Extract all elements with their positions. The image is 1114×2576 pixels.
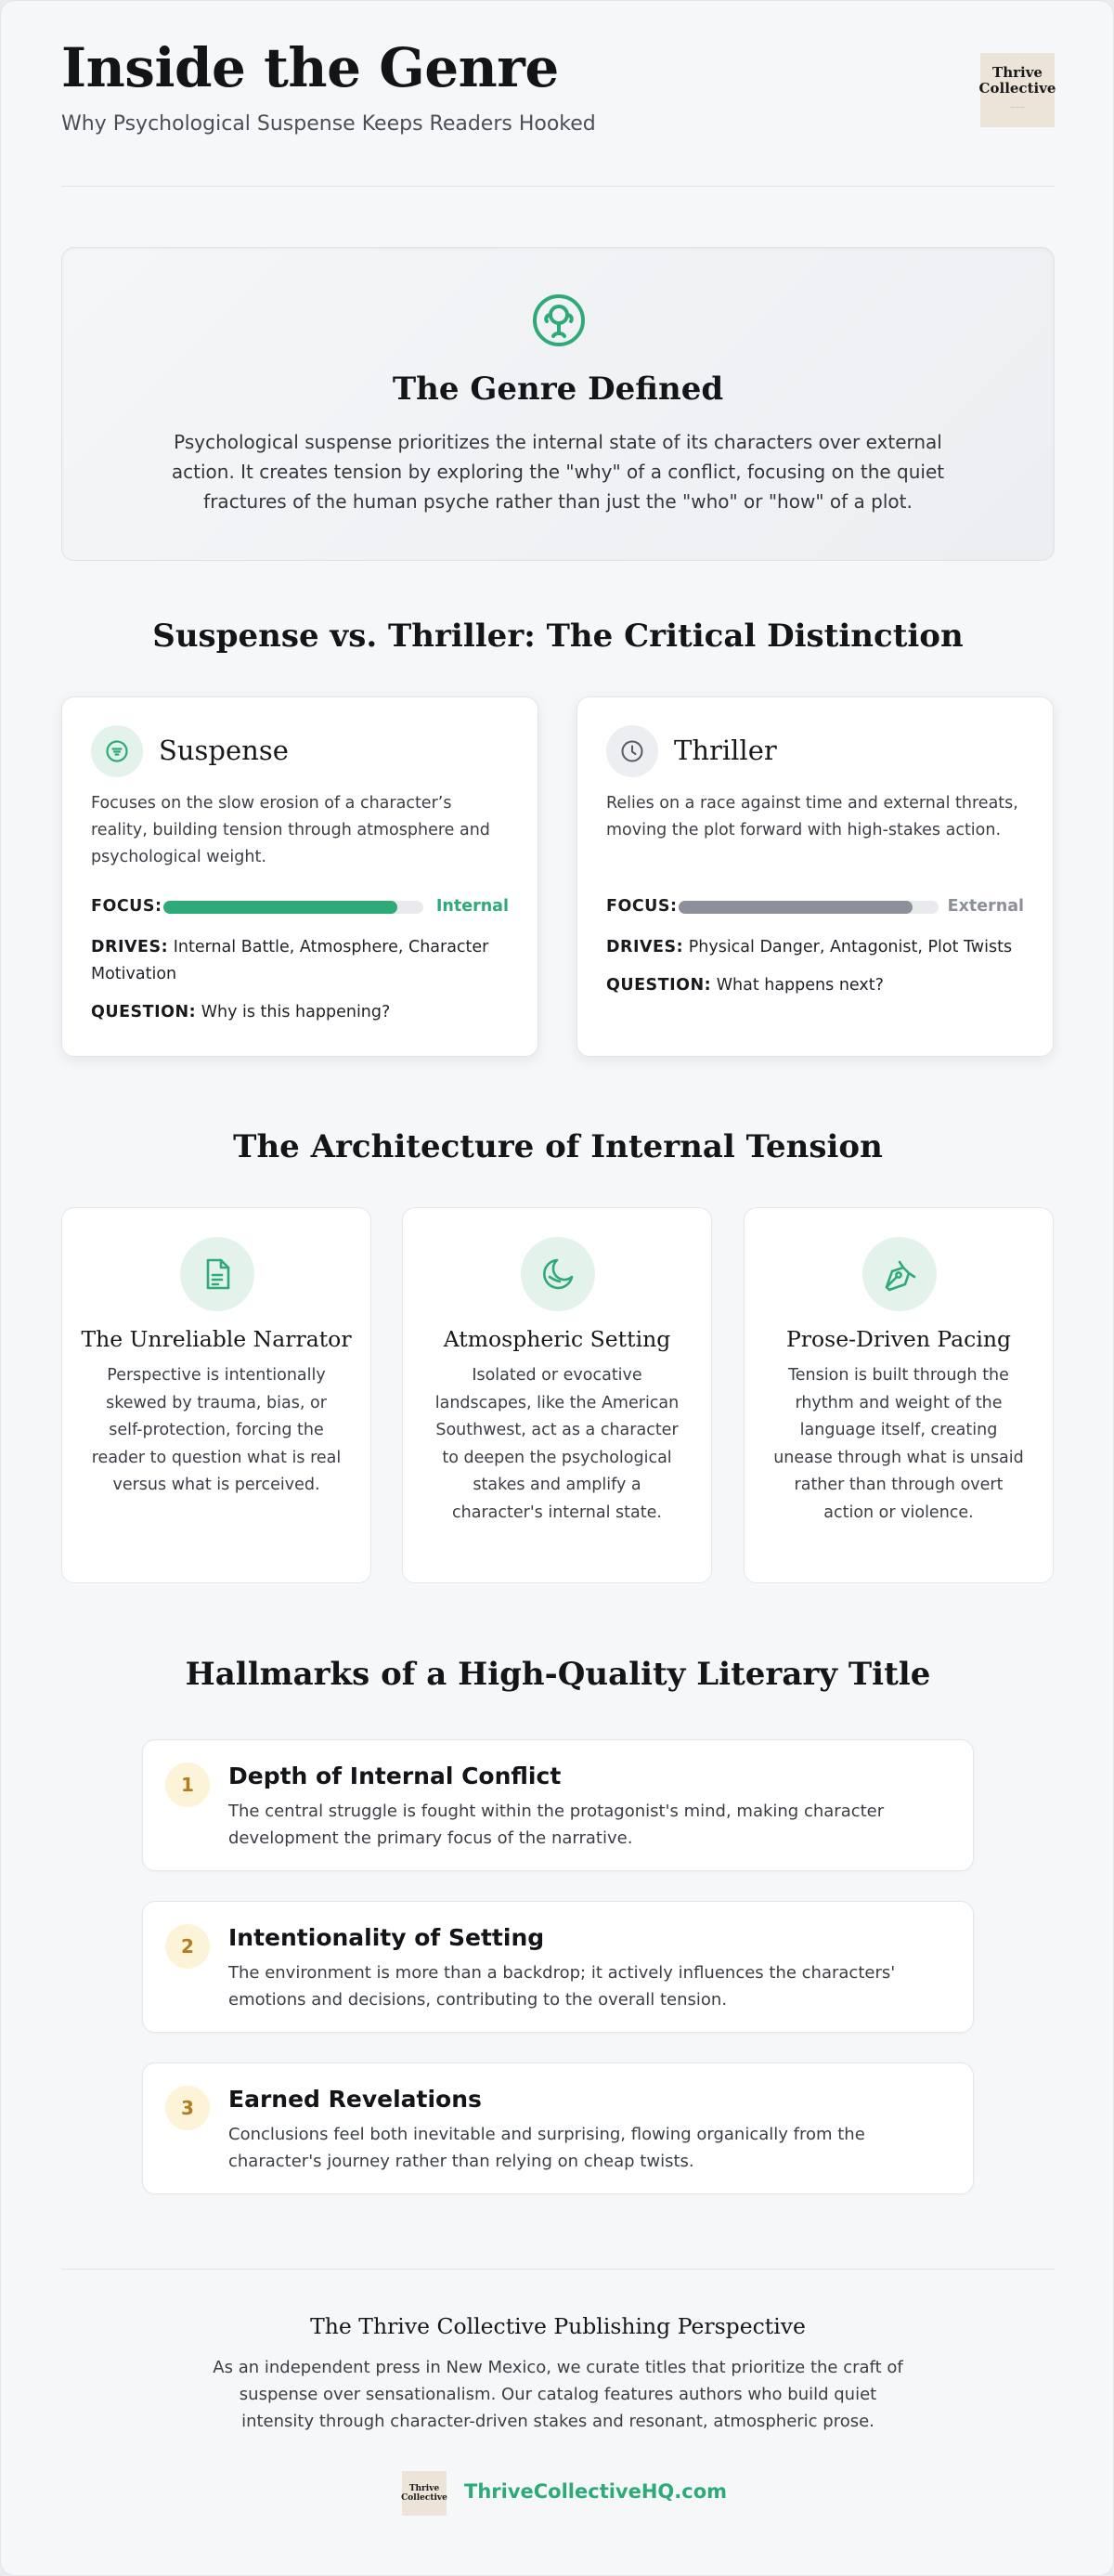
number-badge: 2 — [165, 1924, 210, 1969]
pen-nib-icon — [862, 1237, 937, 1311]
hallmarks-title: Hallmarks of a High-Quality Literary Title — [185, 1656, 931, 1693]
genre-defined-title: The Genre Defined — [392, 371, 724, 408]
architecture-card-setting — [402, 1207, 712, 1583]
footer-title: The Thrive Collective Publishing Perspective — [310, 2313, 806, 2339]
number-badge: 3 — [165, 2086, 210, 2130]
focus-bar-track — [679, 901, 939, 914]
header — [61, 36, 1055, 148]
hallmark-body: Conclusions feel both inevitable and surprising, flowing organically from the character's journey rather than relying on cheap twists. — [228, 2125, 865, 2171]
focus-value: External — [947, 897, 1024, 916]
suspense-card-title: Suspense — [159, 735, 289, 766]
focus-bar-fill — [679, 901, 913, 914]
question-label: QUESTION: — [91, 1003, 197, 1021]
header-divider — [61, 186, 1055, 187]
logo-tagline-mark: ——— — [1010, 104, 1025, 111]
architecture-card-body: Tension is built through the rhythm and weight of the language itself, creating unease through what is unsaid rather than through overt action or violence. — [773, 1366, 1024, 1522]
genre-defined-panel — [61, 247, 1055, 561]
brand-logo — [980, 53, 1055, 127]
architecture-card-body: Perspective is intentionally skewed by trauma, bias, or self-protection, forcing the reader to question what is real versus what is perceived. — [91, 1366, 342, 1494]
footer-logo-line2: Collective — [401, 2493, 447, 2503]
architecture-card-narrator — [61, 1207, 371, 1583]
thriller-card-description: Relies on a race against time and external threats, moving the plot forward with high-stakes action. — [606, 794, 1018, 839]
question-row — [606, 972, 1027, 999]
drives-label: DRIVES: — [606, 938, 684, 956]
drives-label: DRIVES: — [91, 938, 169, 956]
suspense-card — [61, 696, 538, 1057]
document-icon — [180, 1237, 254, 1311]
drives-value: Internal Battle, Atmosphere, Character Motivation — [91, 938, 489, 983]
thriller-focus-meter — [606, 894, 1024, 918]
drives-row — [606, 934, 1027, 961]
footer-logo — [402, 2471, 447, 2516]
focus-bar-track — [163, 901, 423, 914]
footer-logo-line1: Thrive — [408, 2484, 440, 2493]
hallmark-title: Depth of Internal Conflict — [228, 1763, 562, 1789]
question-value: What happens next? — [716, 976, 884, 995]
drives-value: Physical Danger, Antagonist, Plot Twists — [688, 938, 1013, 956]
focus-label: FOCUS: — [91, 897, 162, 916]
drives-row — [91, 934, 512, 988]
thriller-card — [576, 696, 1054, 1057]
hallmark-body: The central struggle is fought within the protagonist's mind, making character development the primary focus of the narrative. — [228, 1802, 885, 1848]
page-title: Inside the Genre — [61, 36, 559, 99]
brain-head-icon — [531, 293, 587, 348]
suspense-card-description: Focuses on the slow erosion of a character’s reality, building tension through atmosphere and psychological weight. — [91, 794, 490, 866]
number-badge: 1 — [165, 1763, 210, 1807]
architecture-title: The Architecture of Internal Tension — [233, 1128, 883, 1165]
genre-defined-body: Psychological suspense prioritizes the internal state of its characters over external action. It creates tension by exploring the "why" of a conflict, focusing on the quiet fractures of the human psyche rather than just the "who" or "how" of a plot. — [171, 431, 945, 513]
brain-icon — [91, 725, 143, 777]
architecture-card-title: Atmospheric Setting — [443, 1326, 671, 1352]
hallmark-title: Earned Revelations — [228, 2086, 482, 2113]
hallmark-item — [142, 2062, 974, 2194]
hallmark-title: Intentionality of Setting — [228, 1924, 545, 1951]
question-row — [91, 999, 512, 1026]
page-subtitle: Why Psychological Suspense Keeps Readers Hooked — [61, 112, 596, 136]
hallmark-item — [142, 1901, 974, 2033]
thriller-card-title: Thriller — [674, 735, 777, 766]
moon-icon — [521, 1237, 595, 1311]
architecture-card-title: Prose-Driven Pacing — [785, 1326, 1012, 1352]
question-label: QUESTION: — [606, 976, 712, 995]
question-value: Why is this happening? — [201, 1003, 391, 1021]
website-link[interactable]: ThriveCollectiveHQ.com — [464, 2480, 728, 2503]
comparison-title: Suspense vs. Thriller: The Critical Distinction — [152, 618, 964, 655]
architecture-card-title: The Unreliable Narrator — [81, 1326, 352, 1352]
architecture-card-body: Isolated or evocative landscapes, like the American Southwest, act as a character to deepen the psychological stakes and amplify a character's internal state. — [434, 1366, 680, 1522]
logo-text-line2: Collective — [978, 79, 1056, 97]
footer-body: As an independent press in New Mexico, we curate titles that prioritize the craft of suspense over sensationalism. Our catalog features authors who build quiet intensity through character-driven stakes and resonant, atmospheric prose. — [213, 2358, 903, 2431]
clock-icon — [606, 725, 658, 777]
architecture-card-pacing — [744, 1207, 1054, 1583]
footer-divider — [61, 2269, 1055, 2270]
focus-value: Internal — [435, 897, 509, 916]
suspense-focus-meter — [91, 894, 509, 918]
hallmark-body: The environment is more than a backdrop; it actively influences the characters' emotions and decisions, contributing to the overall tension. — [228, 1963, 896, 2010]
focus-label: FOCUS: — [606, 897, 678, 916]
hallmark-item — [142, 1739, 974, 1871]
logo-text-line1: Thrive — [992, 63, 1043, 81]
focus-bar-fill — [163, 901, 397, 914]
